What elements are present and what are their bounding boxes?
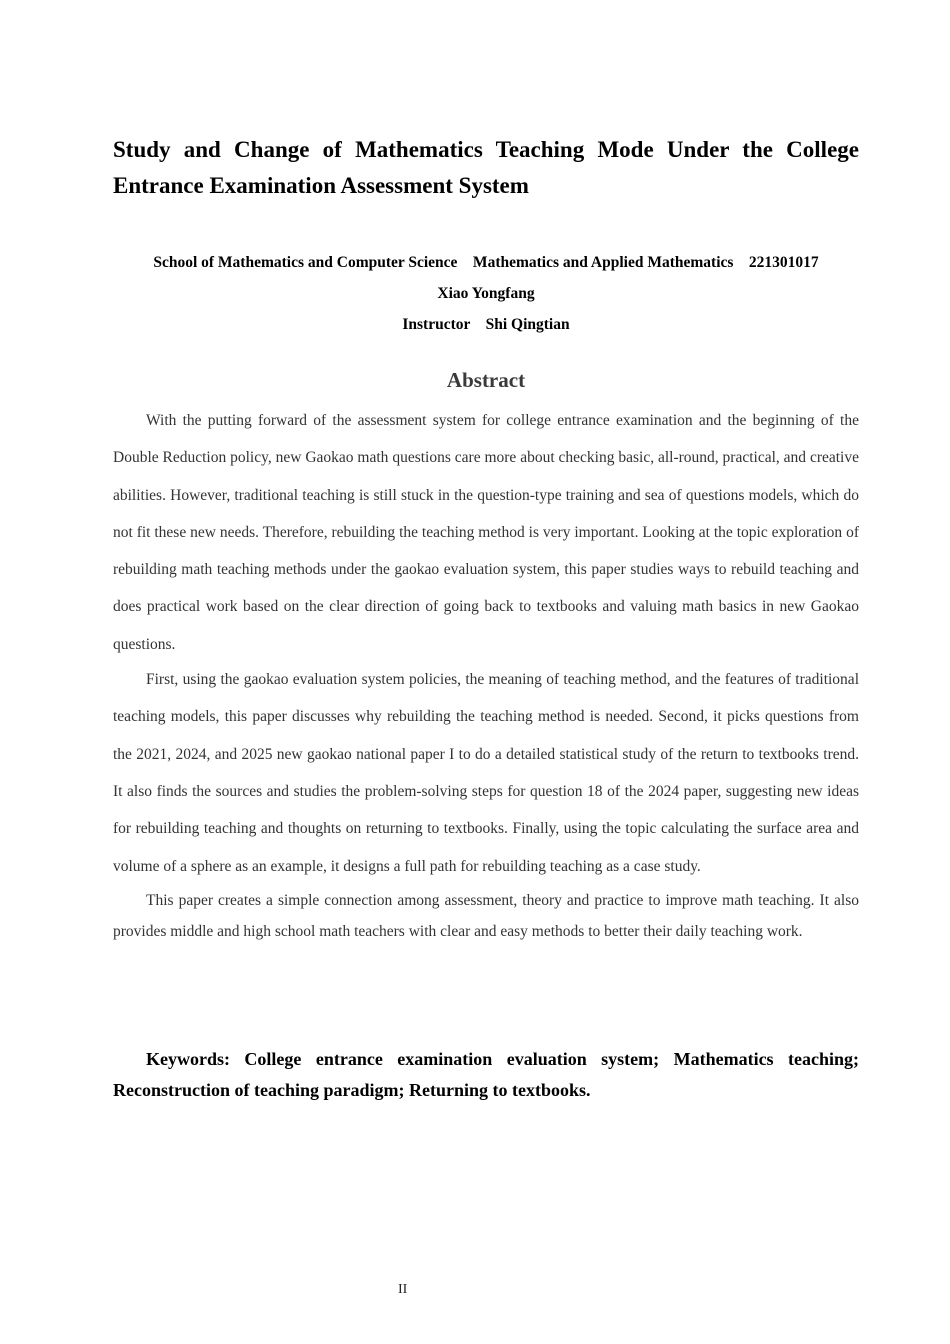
- keywords: Keywords: College entrance examination evaluation system; Mathematics teaching; Reconstruction of teaching paradigm; Returning to textbooks.: [113, 1049, 859, 1100]
- author-affiliation: School of Mathematics and Computer Science Mathematics and Applied Mathematics 221301017: [153, 254, 819, 271]
- page-number: II: [398, 1282, 408, 1297]
- abstract-heading: Abstract: [446, 368, 526, 392]
- author-name: Xiao Yongfang: [437, 285, 535, 302]
- abstract-paragraph-2: First, using the gaokao evaluation system policies, the meaning of teaching method, and the features of traditional teaching models, this paper discusses why rebuilding the teaching method is needed. Second, it picks questions from the 2021, 2024, and 2025 new gaokao national paper I to do a detailed statistical study of the return to textbooks trend. It also finds the sources and studies the problem-solving steps for question 18 of the 2024 paper, suggesting new ideas for rebuilding teaching and thoughts on returning to textbooks. Finally, using the topic calculating the surface area and volume of a sphere as an example, it designs a full path for rebuilding teaching as a case study.: [113, 671, 859, 875]
- abstract-paragraph-1: With the putting forward of the assessment system for college entrance examination and the beginning of the Double Reduction policy, new Gaokao math questions care more about checking basic, all-round, practical, and creative abilities. However, traditional teaching is still stuck in the question-type training and sea of questions models, which do not fit these new needs. Therefore, rebuilding the teaching method is very important. Looking at the topic exploration of rebuilding math teaching methods under the gaokao evaluation system, this paper studies ways to rebuild teaching and does practical work based on the clear direction of going back to textbooks and valuing math basics in new Gaokao questions.: [113, 412, 859, 653]
- paper-title: Study and Change of Mathematics Teaching Mode Under the College Entrance Examination Assessment System: [113, 137, 859, 198]
- instructor-line: Instructor Shi Qingtian: [402, 316, 570, 333]
- author-block: [113, 247, 859, 340]
- abstract-paragraph-3: This paper creates a simple connection among assessment, theory and practice to improve math teaching. It also provides middle and high school math teachers with clear and easy methods to better their daily teaching work.: [113, 891, 859, 940]
- abstract-body: [113, 402, 859, 947]
